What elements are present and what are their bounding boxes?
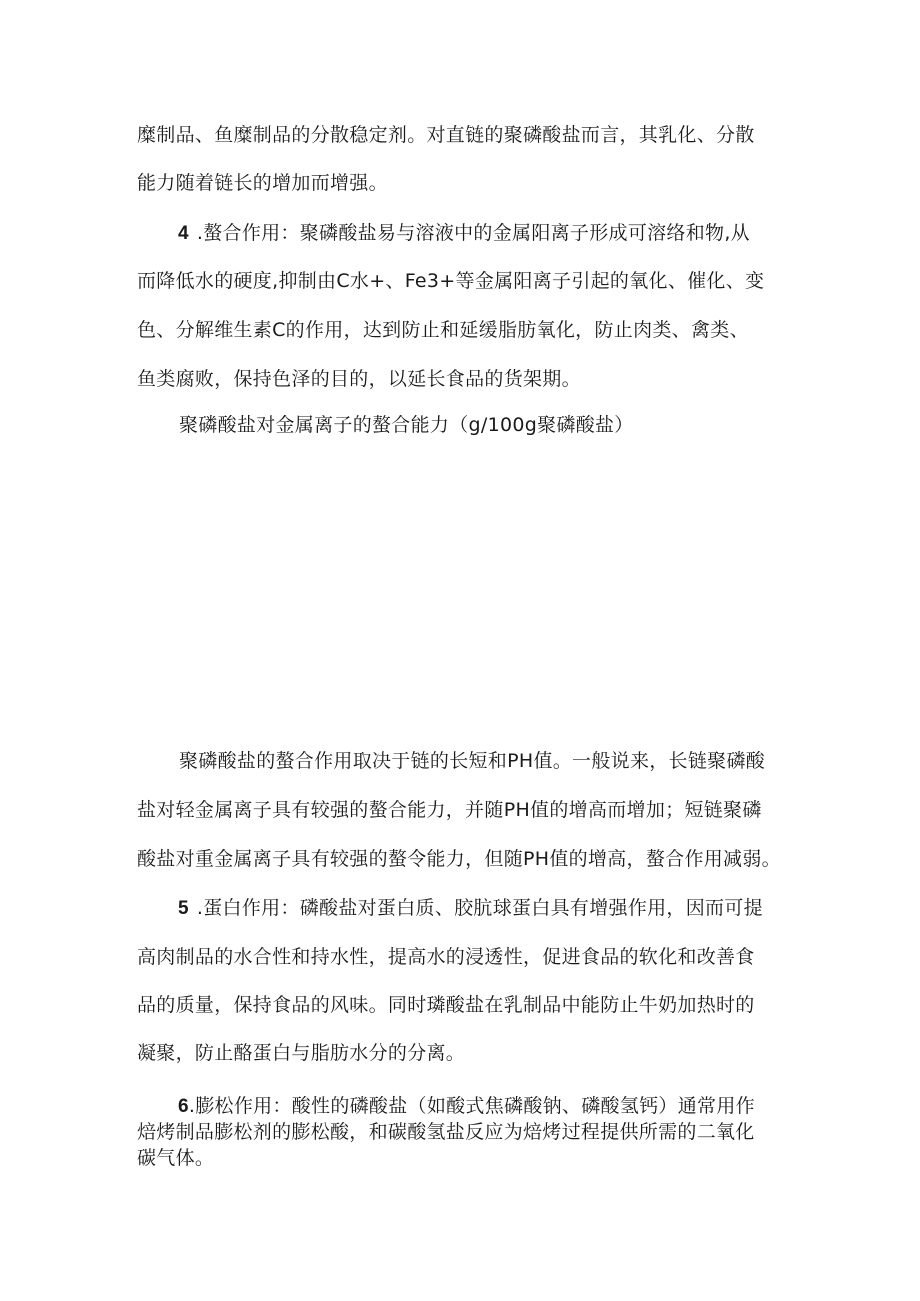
table-caption: 聚磷酸盐对金属离子的螯合能力（g/100g聚磷酸盐） [179, 414, 634, 436]
paragraph-2-line-2: 而降低水的硬度,抑制由C水+、Fe3+等金属阳离子引起的氧化、催化、变 [137, 270, 765, 292]
paragraph-2-line-4: 鱼类腐败，保持色泽的目的，以延长食品的货架期。 [137, 368, 581, 390]
paragraph-1-line-1: 糜制品、鱼糜制品的分散稳定剂。对直链的聚磷酸盐而言，其乳化、分散 [137, 124, 755, 146]
paragraph-2-line-3: 色、分解维生素C的作用，达到防止和延缓脂肪氧化，防止肉类、禽类、 [137, 319, 749, 341]
paragraph-3-line-1: 聚磷酸盐的螯合作用取决于链的长短和PH值。一般说来，长链聚磷酸 [179, 750, 766, 772]
section-number-4: 4 [178, 223, 189, 244]
paragraph-5-line-2: 焙烤制品膨松剂的膨松酸，和碳酸氢盐反应为焙烤过程提供所需的二氧化 [137, 1121, 755, 1143]
paragraph-5-text-1: .膨松作用：酸性的磷酸盐（如酸式焦磷酸钠、磷酸氢钙）通常用作 [188, 1095, 755, 1117]
paragraph-4-line-1 [178, 895, 763, 922]
paragraph-4-line-2: 高肉制品的水合性和持水性，提高水的浸透性，促进食品的软化和改善食 [137, 946, 755, 968]
paragraph-4-text-1: .蛋白作用：磷酸盐对蛋白质、胶肮球蛋白具有增强作用，因而可提 [196, 897, 763, 919]
paragraph-2-text-1: .螯合作用：聚磷酸盐易与溶液中的金属阳离子形成可溶络和物,从 [196, 222, 750, 244]
paragraph-4-line-3: 品的质量，保持食品的风味。同时璘酸盐在乳制品中能防止牛奶加热时的 [137, 994, 755, 1016]
section-number-6: 6 [178, 1096, 189, 1117]
paragraph-1-line-2: 能力随着链长的增加而增强。 [137, 172, 388, 194]
paragraph-5-line-1 [178, 1094, 755, 1119]
paragraph-3-line-3: 酸盐对重金属离子具有较强的螯令能力，但随PH值的增高，螯合作用减弱。 [137, 848, 781, 870]
paragraph-5-line-3: 碳气体。 [137, 1147, 215, 1169]
paragraph-2-line-1 [178, 220, 750, 247]
paragraph-3-line-2: 盐对轻金属离子具有较强的螯合能力，并随PH值的增高而增加；短链聚磷 [137, 799, 762, 821]
section-number-5: 5 [178, 898, 189, 919]
paragraph-4-line-4: 凝聚，防止酪蛋白与脂肪水分的分离。 [137, 1042, 466, 1064]
